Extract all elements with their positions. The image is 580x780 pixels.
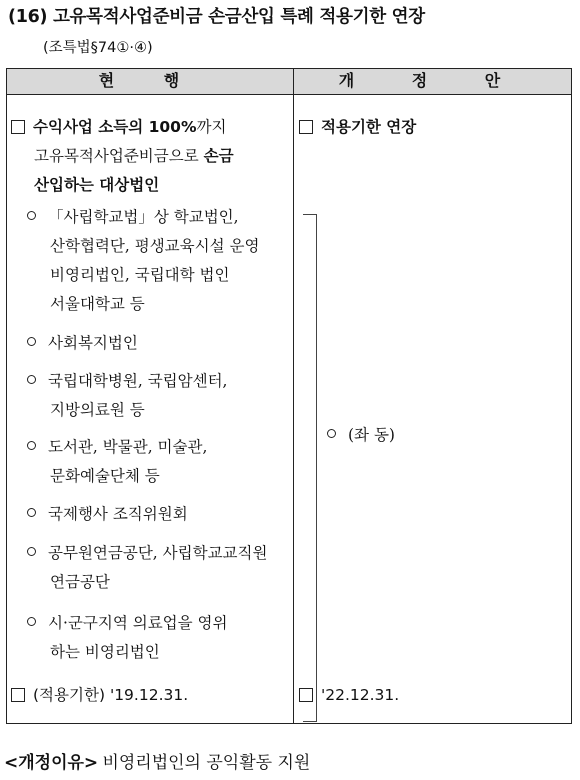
item-line: 산학협력단, 평생교육시설 운영: [50, 237, 260, 255]
item-line: 문화예술단체 등: [50, 467, 160, 485]
bullet-circle-icon: [27, 337, 36, 346]
bullet-circle-icon: [27, 508, 36, 517]
comparison-table: [6, 68, 572, 724]
checkbox-square-icon: [11, 120, 25, 134]
item-line: 서울대학교 등: [50, 295, 145, 313]
list-item: [27, 329, 138, 358]
list-item: [27, 609, 228, 667]
bullet-circle-icon: [27, 617, 36, 626]
revised-same-note: [327, 421, 395, 450]
table-header: [7, 69, 571, 95]
section-title: (16) 고유목적사업준비금 손금산입 특례 적용기한 연장: [8, 7, 425, 27]
revised-deadline: [299, 681, 399, 710]
list-item: [27, 539, 267, 597]
item-line: 「사립학교법」상 학교법인,: [48, 208, 239, 226]
item-line: 지방의료원 등: [50, 401, 145, 419]
list-item: [27, 203, 259, 319]
item-line: 비영리법인, 국립대학 법인: [50, 266, 230, 284]
reason-label: <개정이유>: [4, 753, 99, 773]
same-as-left-text: (좌 동): [348, 426, 395, 444]
header-current: 현 행: [98, 71, 202, 90]
current-deadline: [11, 681, 188, 710]
current-main-line1-bold: 수익사업 소득의 100%: [33, 118, 197, 136]
item-line: 도서관, 박물관, 미술관,: [48, 438, 208, 456]
column-divider: [293, 69, 294, 723]
checkbox-square-icon: [11, 688, 25, 702]
reason-text: 비영리법인의 공익활동 지원: [102, 753, 311, 773]
revised-main-entry: [299, 113, 416, 142]
bullet-circle-icon: [327, 429, 336, 438]
current-main-line1-normal: 까지: [196, 118, 227, 136]
bullet-circle-icon: [27, 547, 36, 556]
checkbox-square-icon: [299, 120, 313, 134]
item-line: 국제행사 조직위원회: [48, 505, 188, 523]
item-line: 공무원연금공단, 사립학교교직원: [48, 544, 268, 562]
checkbox-square-icon: [299, 688, 313, 702]
current-main-line2-bold: 손금: [203, 147, 234, 165]
bullet-circle-icon: [27, 441, 36, 450]
current-main-entry: [11, 113, 234, 200]
header-revised: 개 정 안: [338, 71, 527, 90]
revised-deadline-value: '22.12.31.: [321, 686, 400, 704]
law-reference: (조특법§74①·④): [43, 40, 153, 56]
item-line: 사회복지법인: [48, 334, 138, 352]
bracket-line: [303, 214, 317, 722]
list-item: [27, 433, 207, 491]
item-line: 시·군구지역 의료업을 영위: [48, 614, 228, 632]
item-line: 국립대학병원, 국립암센터,: [48, 372, 228, 390]
bullet-circle-icon: [27, 375, 36, 384]
list-item: [27, 500, 188, 529]
current-main-line3: 산입하는 대상법인: [34, 176, 160, 194]
bullet-circle-icon: [27, 211, 36, 220]
deadline-value: '19.12.31.: [109, 686, 189, 704]
current-main-line2-normal: 고유목적사업준비금으로: [34, 147, 204, 165]
amendment-reason: [4, 748, 310, 773]
item-line: 하는 비영리법인: [50, 643, 160, 661]
item-line: 연금공단: [50, 573, 110, 591]
list-item: [27, 367, 228, 425]
revised-main-text: 적용기한 연장: [321, 118, 417, 136]
deadline-label: (적용기한): [33, 686, 105, 704]
